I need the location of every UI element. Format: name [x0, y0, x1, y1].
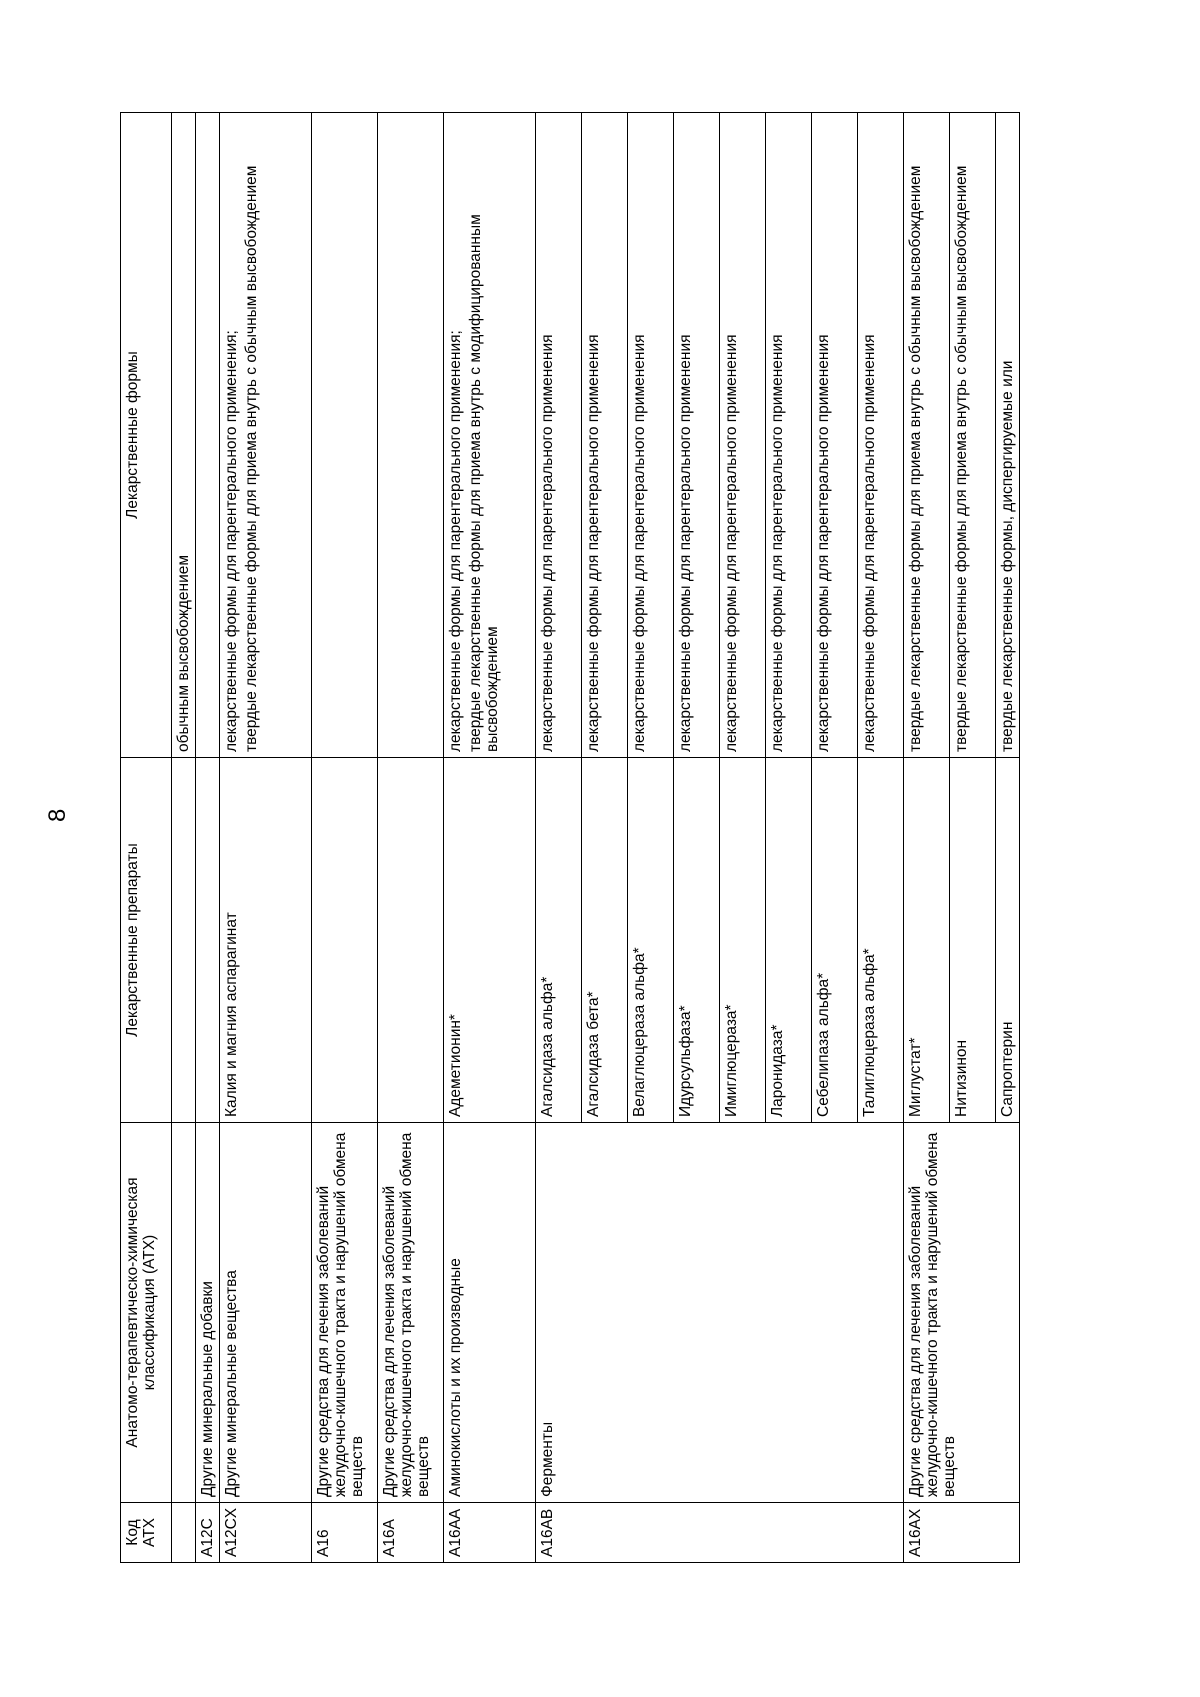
form-text: лекарственные формы для парентерального применения — [539, 334, 556, 752]
cell-forms — [444, 113, 536, 758]
form-text: лекарственные формы для парентерального применения — [861, 334, 878, 752]
form-text: лекарственные формы для парентерального применения; — [223, 330, 240, 752]
cell-forms — [196, 113, 220, 758]
form-text: обычным высвобождением — [175, 554, 192, 752]
cell-drug: Агалсидаза альфа* — [536, 758, 582, 1123]
cell-drug: Миглустат* — [904, 758, 950, 1123]
cell-forms — [628, 113, 674, 758]
cell-code: A12C — [196, 1503, 220, 1563]
table-row — [444, 113, 536, 1563]
page-number: 8 — [44, 808, 71, 822]
cell-code: A16AX — [904, 1503, 1020, 1563]
table-row — [196, 113, 220, 1563]
cell-atc: Другие средства для лечения заболеваний желудочно-кишечного тракта и нарушений обмена веществ — [378, 1123, 444, 1503]
cell-drug — [378, 758, 444, 1123]
cell-drug — [196, 758, 220, 1123]
cell-drug: Имиглюцераза* — [720, 758, 766, 1123]
cell-atc — [172, 1123, 196, 1503]
form-text: твердые лекарственные формы для приема внутрь с обычным высвобождением — [907, 165, 924, 752]
form-text: лекарственные формы для парентерального применения — [815, 334, 832, 752]
form-text: лекарственные формы для парентерального применения — [723, 334, 740, 752]
table-row — [172, 113, 196, 1563]
form-text: лекарственные формы для парентерального применения — [677, 334, 694, 752]
cell-forms — [172, 113, 196, 758]
drug-table — [120, 112, 1020, 1563]
cell-drug: Ларонидаза* — [766, 758, 812, 1123]
rotated-table-container — [120, 113, 1020, 1563]
cell-atc: Ферменты — [536, 1123, 904, 1503]
cell-forms — [996, 113, 1020, 758]
cell-atc: Другие средства для лечения заболеваний желудочно-кишечного тракта и нарушений обмена веществ — [904, 1123, 1020, 1503]
table-row — [904, 113, 950, 1563]
cell-drug: Талиглюцераза альфа* — [858, 758, 904, 1123]
cell-forms — [766, 113, 812, 758]
cell-atc: Аминокислоты и их производные — [444, 1123, 536, 1503]
cell-forms — [378, 113, 444, 758]
form-text: лекарственные формы для парентерального применения — [631, 334, 648, 752]
cell-forms — [812, 113, 858, 758]
cell-forms — [582, 113, 628, 758]
cell-drug: Калия и магния аспарагинат — [220, 758, 312, 1123]
cell-forms — [220, 113, 312, 758]
cell-atc: Другие средства для лечения заболеваний желудочно-кишечного тракта и нарушений обмена веществ — [312, 1123, 378, 1503]
header-drugs: Лекарственные препараты — [121, 758, 172, 1123]
header-atc: Анатомо-терапевтическо-химическая классификация (АТХ) — [121, 1123, 172, 1503]
cell-code: A16AB — [536, 1503, 904, 1563]
form-text: твердые лекарственные формы для приема внутрь с обычным высвобождением — [243, 165, 260, 752]
cell-drug: Нитизинон — [950, 758, 996, 1123]
cell-code: A16AA — [444, 1503, 536, 1563]
cell-forms — [950, 113, 996, 758]
cell-forms — [536, 113, 582, 758]
form-text: твердые лекарственные формы для приема внутрь с обычным высвобождением — [953, 165, 970, 752]
form-text: лекарственные формы для парентерального применения; — [447, 330, 464, 752]
cell-atc: Другие минеральные добавки — [196, 1123, 220, 1503]
cell-drug: Велаглюцераза альфа* — [628, 758, 674, 1123]
cell-atc: Другие минеральные вещества — [220, 1123, 312, 1503]
table-header-row — [121, 113, 172, 1563]
cell-code: A12CX — [220, 1503, 312, 1563]
cell-drug — [172, 758, 196, 1123]
table-row — [220, 113, 312, 1563]
cell-code: A16 — [312, 1503, 378, 1563]
cell-drug: Сапроптерин — [996, 758, 1020, 1123]
cell-code: A16A — [378, 1503, 444, 1563]
form-text: твердые лекарственные формы, диспергируемые или — [999, 360, 1016, 752]
form-text: твердые лекарственные формы для приема внутрь с модифицированным высвобождением — [467, 214, 501, 752]
table-row — [536, 113, 582, 1563]
form-text: лекарственные формы для парентерального применения — [769, 334, 786, 752]
cell-forms — [858, 113, 904, 758]
cell-forms — [312, 113, 378, 758]
table-row — [312, 113, 378, 1563]
cell-forms — [674, 113, 720, 758]
cell-forms — [720, 113, 766, 758]
cell-drug — [312, 758, 378, 1123]
cell-drug: Адеметионин* — [444, 758, 536, 1123]
form-text: лекарственные формы для парентерального применения — [585, 334, 602, 752]
cell-drug: Идурсульфаза* — [674, 758, 720, 1123]
cell-forms — [904, 113, 950, 758]
cell-code — [172, 1503, 196, 1563]
cell-drug: Себелипаза альфа* — [812, 758, 858, 1123]
table-row — [378, 113, 444, 1563]
header-forms: Лекарственные формы — [121, 113, 172, 758]
header-code: Код АТХ — [121, 1503, 172, 1563]
cell-drug: Агалсидаза бета* — [582, 758, 628, 1123]
